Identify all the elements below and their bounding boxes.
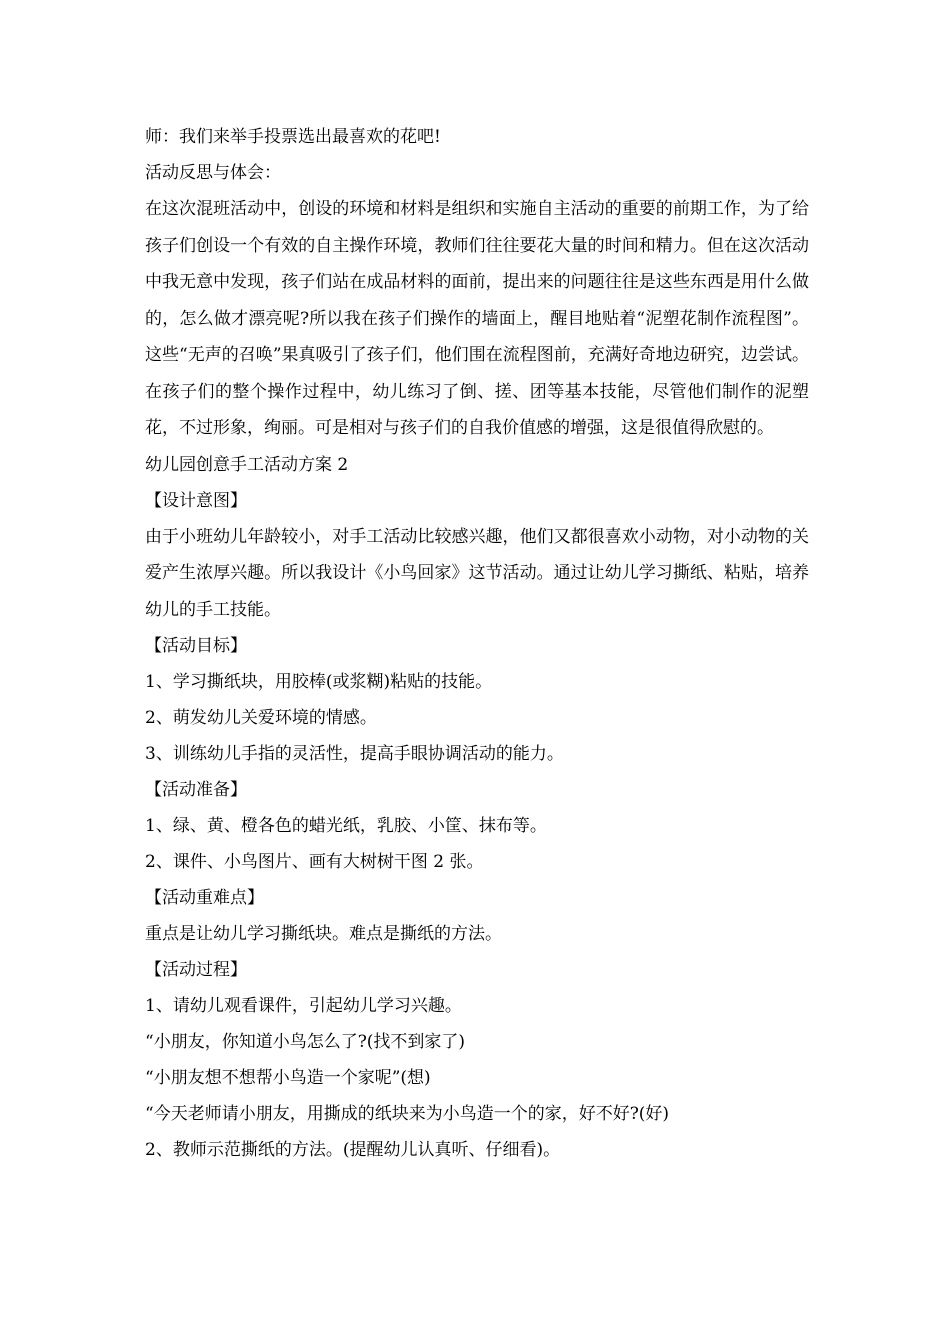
process-item: “小朋友想不想帮小鸟造一个家呢”(想) (145, 1068, 431, 1088)
goal-item: 2、萌发幼儿关爱环境的情感。 (145, 708, 377, 728)
focus-text: 重点是让幼儿学习撕纸块。难点是撕纸的方法。 (145, 924, 502, 944)
process-item: “小朋友，你知道小鸟怎么了?(找不到家了) (145, 1032, 466, 1052)
process-heading: 【活动过程】 (145, 960, 247, 980)
goals-heading: 【活动目标】 (145, 636, 247, 656)
prep-item: 1、绿、黄、橙各色的蜡光纸，乳胶、小筐、抹布等。 (145, 816, 547, 836)
prep-item: 2、课件、小鸟图片、画有大树树干图 2 张。 (145, 852, 484, 872)
design-paragraph: 由于小班幼儿年龄较小，对手工活动比较感兴趣，他们又都很喜欢小动物，对小动物的关爱产生浓厚兴趣。所以我设计《小鸟回家》这节活动。通过让幼儿学习撕纸、粘贴，培养幼儿的手工技能。 (145, 526, 809, 620)
reflection-heading: 活动反思与体会： (145, 163, 281, 183)
design-heading: 【设计意图】 (145, 490, 247, 511)
prep-heading: 【活动准备】 (145, 780, 247, 800)
goal-item: 3、训练幼儿手指的灵活性，提高手眼协调活动的能力。 (145, 744, 564, 764)
reflection-paragraph: 在这次混班活动中，创设的环境和材料是组织和实施自主活动的重要的前期工作，为了给孩子们创设一个有效的自主操作环境，教师们往往要花大量的时间和精力。但在这次活动中我无意中发现，孩子们站在成品材料的面前，提出来的问题往往是这些东西是用什么做的，怎么做才漂亮呢?所以我在孩子们操作的墙面上，醒目地贴着“泥塑花制作流程图”。这些“无声的召唤”果真吸引了孩子们，他们围在流程图前，充满好奇地边研究，边尝试。在孩子们的整个操作过程中，幼儿练习了倒、搓、团等基本技能，尽管他们制作的泥塑花，不过形象，绚丽。可是相对与孩子们的自我价值感的增强，这是很值得欣慰的。 (145, 199, 809, 438)
process-item: 2、教师示范撕纸的方法。(提醒幼儿认真听、仔细看)。 (145, 1140, 561, 1160)
focus-heading: 【活动重难点】 (145, 888, 264, 908)
process-item: “今天老师请小朋友，用撕成的纸块来为小鸟造一个的家，好不好?(好) (145, 1104, 670, 1124)
process-item: 1、请幼儿观看课件，引起幼儿学习兴趣。 (145, 996, 462, 1016)
plan2-title: 幼儿园创意手工活动方案 2 (145, 454, 349, 475)
goal-item: 1、学习撕纸块，用胶棒(或浆糊)粘贴的技能。 (145, 672, 493, 692)
teacher-line: 师：我们来举手投票选出最喜欢的花吧! (145, 127, 441, 147)
document-body (145, 119, 809, 1168)
